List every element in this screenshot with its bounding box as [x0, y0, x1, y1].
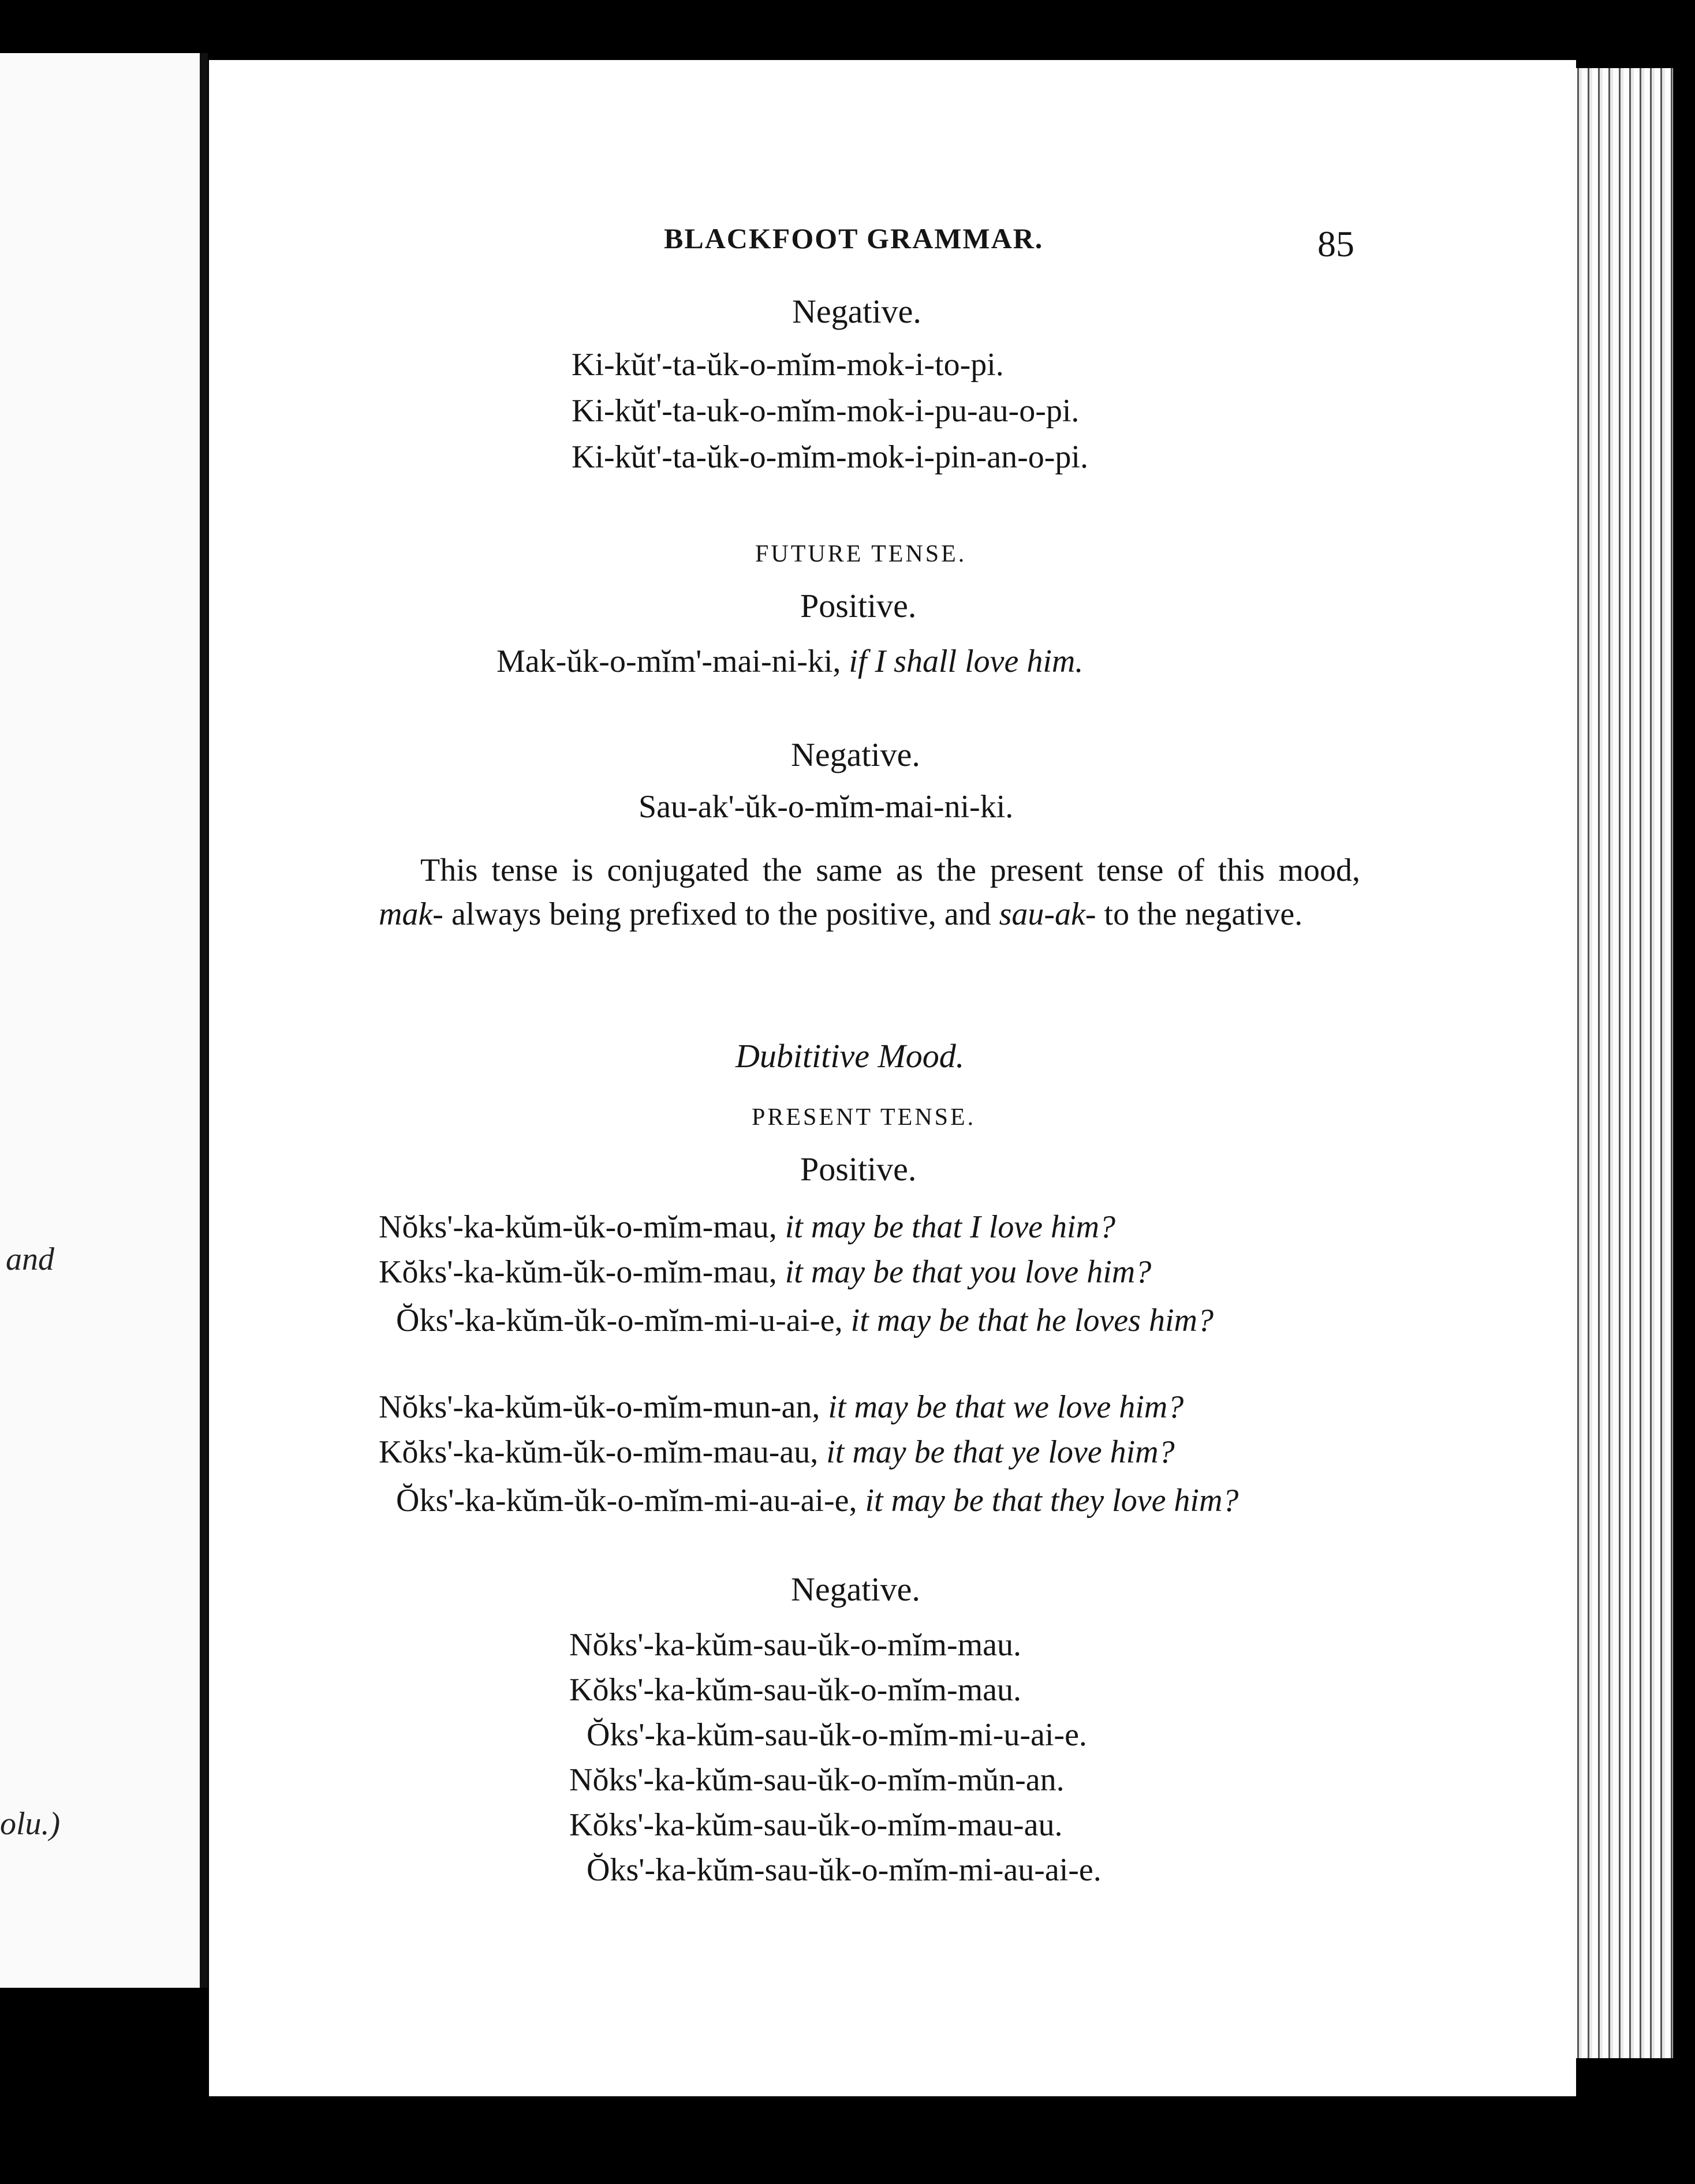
form-text: Nŏks'-ka-kŭm-ŭk-o-mĭm-mun-an, [379, 1389, 820, 1425]
form-line [379, 1254, 1151, 1291]
body-paragraph [379, 848, 1360, 936]
form-line [496, 643, 1083, 680]
paragraph-text: always being prefixed to the positive, and [451, 896, 991, 932]
gloss-text: it may be that ye love him? [826, 1434, 1175, 1470]
form-line: Ki-kŭt'-ta-ŭk-o-mĭm-mok-i-pin-an-o-pi. [572, 439, 1088, 475]
gloss-text: it may be that we love him? [828, 1389, 1184, 1425]
mood-heading: Dubititive Mood. [736, 1037, 965, 1075]
form-line: Ŏks'-ka-kŭm-sau-ŭk-o-mĭm-mi-u-ai-e. [587, 1717, 1087, 1753]
form-line [396, 1479, 1360, 1523]
facing-page-fragment: and [6, 1241, 54, 1277]
form-line [379, 1389, 1183, 1426]
tense-heading: FUTURE TENSE. [755, 541, 967, 567]
form-line [379, 1209, 1115, 1246]
term-sau-ak: sau-ak- [999, 896, 1096, 932]
form-text: Kŏks'-ka-kŭm-ŭk-o-mĭm-mau-au, [379, 1434, 819, 1470]
form-line: Kŏks'-ka-kŭm-sau-ŭk-o-mĭm-mau-au. [569, 1807, 1063, 1843]
form-line: Kŏks'-ka-kŭm-sau-ŭk-o-mĭm-mau. [569, 1672, 1022, 1708]
section-heading: Negative. [792, 293, 921, 330]
gloss-text: it may be that you love him? [785, 1254, 1152, 1290]
gloss-text: it may be that I love him? [785, 1209, 1116, 1245]
form-text: Mak-ŭk-o-mĭm'-mai-ni-ki, [496, 644, 841, 679]
section-heading: Positive. [800, 587, 917, 624]
facing-page [0, 53, 203, 1988]
form-line [379, 1434, 1175, 1471]
page-number: 85 [1317, 223, 1354, 264]
page-gutter [200, 53, 208, 1988]
form-line: Sau-ak'-ŭk-o-mĭm-mai-ni-ki. [639, 789, 1014, 825]
page-edges [1571, 68, 1673, 2058]
form-line: Ŏks'-ka-kŭm-sau-ŭk-o-mĭm-mi-au-ai-e. [587, 1852, 1102, 1888]
form-text: Nŏks'-ka-kŭm-ŭk-o-mĭm-mau, [379, 1209, 777, 1245]
tense-heading: PRESENT TENSE. [752, 1104, 976, 1131]
term-mak: mak- [379, 896, 443, 932]
form-text: Ŏks'-ka-kŭm-ŭk-o-mĭm-mi-u-ai-e, [396, 1303, 843, 1338]
facing-page-fragment: olu.) [0, 1806, 61, 1842]
paragraph-text: This tense is conjugated the same as the present tense of this mood, [420, 852, 1360, 888]
form-line: Nŏks'-ka-kŭm-sau-ŭk-o-mĭm-mau. [569, 1627, 1022, 1663]
form-line: Ki-kŭt'-ta-ŭk-o-mĭm-mok-i-to-pi. [572, 347, 1004, 383]
section-heading: Negative. [791, 1570, 920, 1608]
form-line: Ki-kŭt'-ta-uk-o-mĭm-mok-i-pu-au-o-pi. [572, 393, 1080, 429]
gloss-text: it may be that they love him? [865, 1483, 1239, 1519]
section-heading: Positive. [800, 1150, 917, 1188]
running-header: BLACKFOOT GRAMMAR. [664, 222, 1044, 255]
gloss-text: if I shall love him. [849, 644, 1084, 679]
gloss-text: it may be that he loves him? [850, 1303, 1214, 1338]
form-line [396, 1299, 1360, 1342]
form-text: Kŏks'-ka-kŭm-ŭk-o-mĭm-mau, [379, 1254, 777, 1290]
section-heading: Negative. [791, 736, 920, 773]
form-line: Nŏks'-ka-kŭm-sau-ŭk-o-mĭm-mŭn-an. [569, 1762, 1065, 1798]
paragraph-text: to the negative. [1104, 896, 1303, 932]
form-text: Ŏks'-ka-kŭm-ŭk-o-mĭm-mi-au-ai-e, [396, 1483, 857, 1519]
